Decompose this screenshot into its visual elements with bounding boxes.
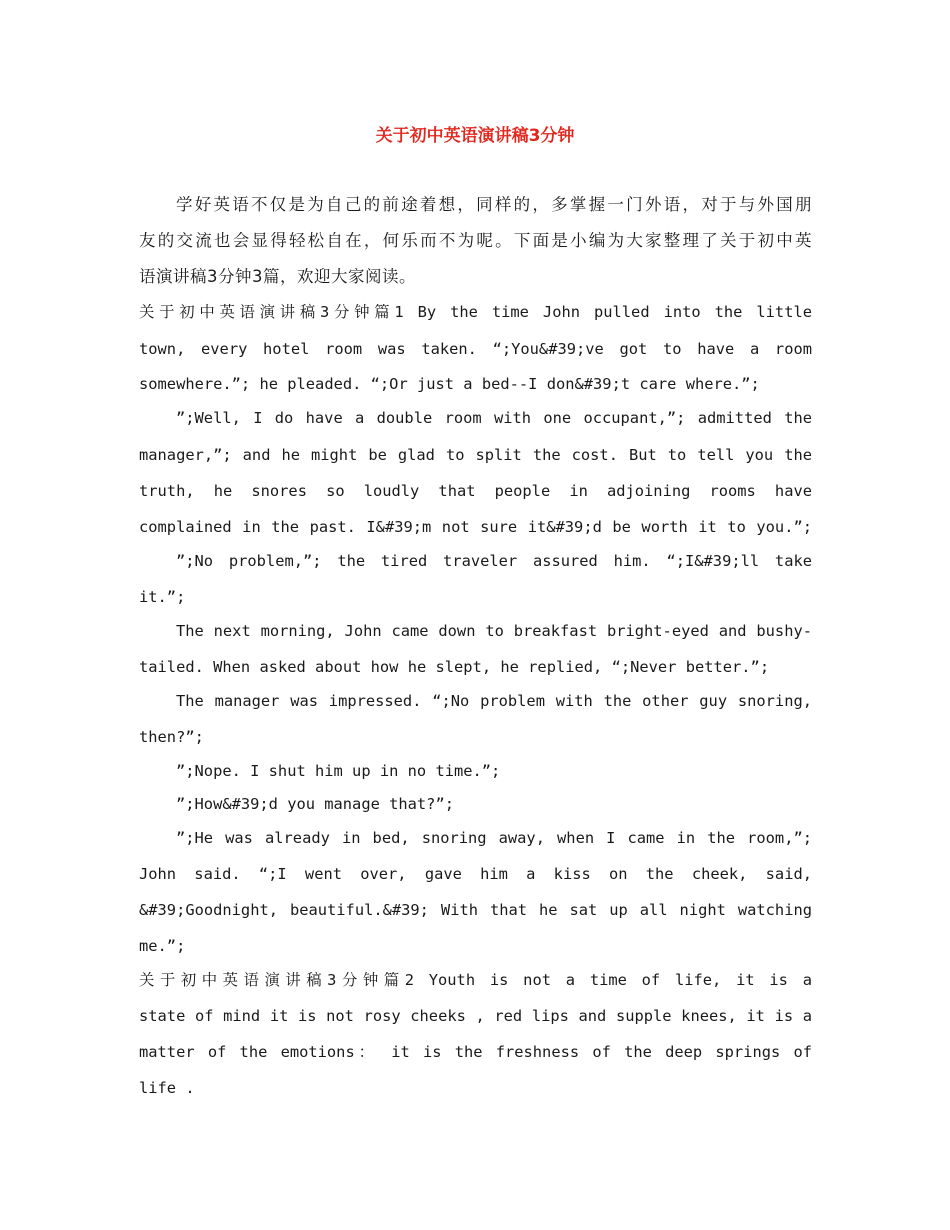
paragraph-line: manager,”; and he might be glad to split the cost. But to tell you the — [139, 446, 812, 464]
paragraph-line: 友的交流也会显得轻松自在，何乐而不为呢。下面是小编为大家整理了关于初中英 — [139, 231, 812, 250]
paragraph-line: somewhere.”; he pleaded. “;Or just a bed--I don&#39;t care where.”; — [139, 375, 760, 393]
paragraph-line: state of mind it is not rosy cheeks , red lips and supple knees, it is a — [139, 1007, 812, 1025]
paragraph-line: John said. “;I went over, gave him a kiss on the cheek, said, — [139, 865, 812, 883]
paragraph-line: ”;No problem,”; the tired traveler assured him. “;I&#39;ll take — [176, 552, 812, 570]
paragraph-line: The next morning, John came down to breakfast bright-eyed and bushy- — [176, 622, 812, 640]
paragraph-line: tailed. When asked about how he slept, he replied, “;Never better.”; — [139, 658, 770, 676]
paragraph-line: me.”; — [139, 937, 186, 955]
paragraph-line: ”;He was already in bed, snoring away, when I came in the room,”; — [176, 829, 812, 847]
paragraph-line: &#39;Goodnight, beautiful.&#39; With that he sat up all night watching — [139, 901, 812, 919]
paragraph-line: ”;Nope. I shut him up in no time.”; — [176, 762, 501, 780]
paragraph-line: it.”; — [139, 588, 186, 606]
paragraph-line: 语演讲稿3分钟3篇，欢迎大家阅读。 — [139, 267, 416, 286]
paragraph-line: 学好英语不仅是为自己的前途着想，同样的，多掌握一门外语，对于与外国朋 — [176, 195, 812, 214]
paragraph-line: then?”; — [139, 728, 204, 746]
paragraph-line: complained in the past. I&#39;m not sure it&#39;d be worth it to you.”; — [139, 518, 812, 536]
paragraph-line: matter of the emotions： it is the freshness of the deep springs of — [139, 1043, 812, 1061]
paragraph-line: town, every hotel room was taken. “;You&#39;ve got to have a room — [139, 340, 812, 358]
document-title: 关于初中英语演讲稿3分钟 — [375, 126, 575, 146]
paragraph-line: ”;Well, I do have a double room with one occupant,”; admitted the — [176, 409, 812, 427]
paragraph-line: 关于初中英语演讲稿3分钟篇1 By the time John pulled into the little — [139, 303, 812, 321]
paragraph-line: 关于初中英语演讲稿3分钟篇2 Youth is not a time of life, it is a — [139, 971, 812, 989]
paragraph-line: truth, he snores so loudly that people in adjoining rooms have — [139, 482, 812, 500]
paragraph-line: ”;How&#39;d you manage that?”; — [176, 795, 454, 813]
paragraph-line: The manager was impressed. “;No problem with the other guy snoring, — [176, 692, 812, 710]
paragraph-line: life . — [139, 1079, 195, 1097]
